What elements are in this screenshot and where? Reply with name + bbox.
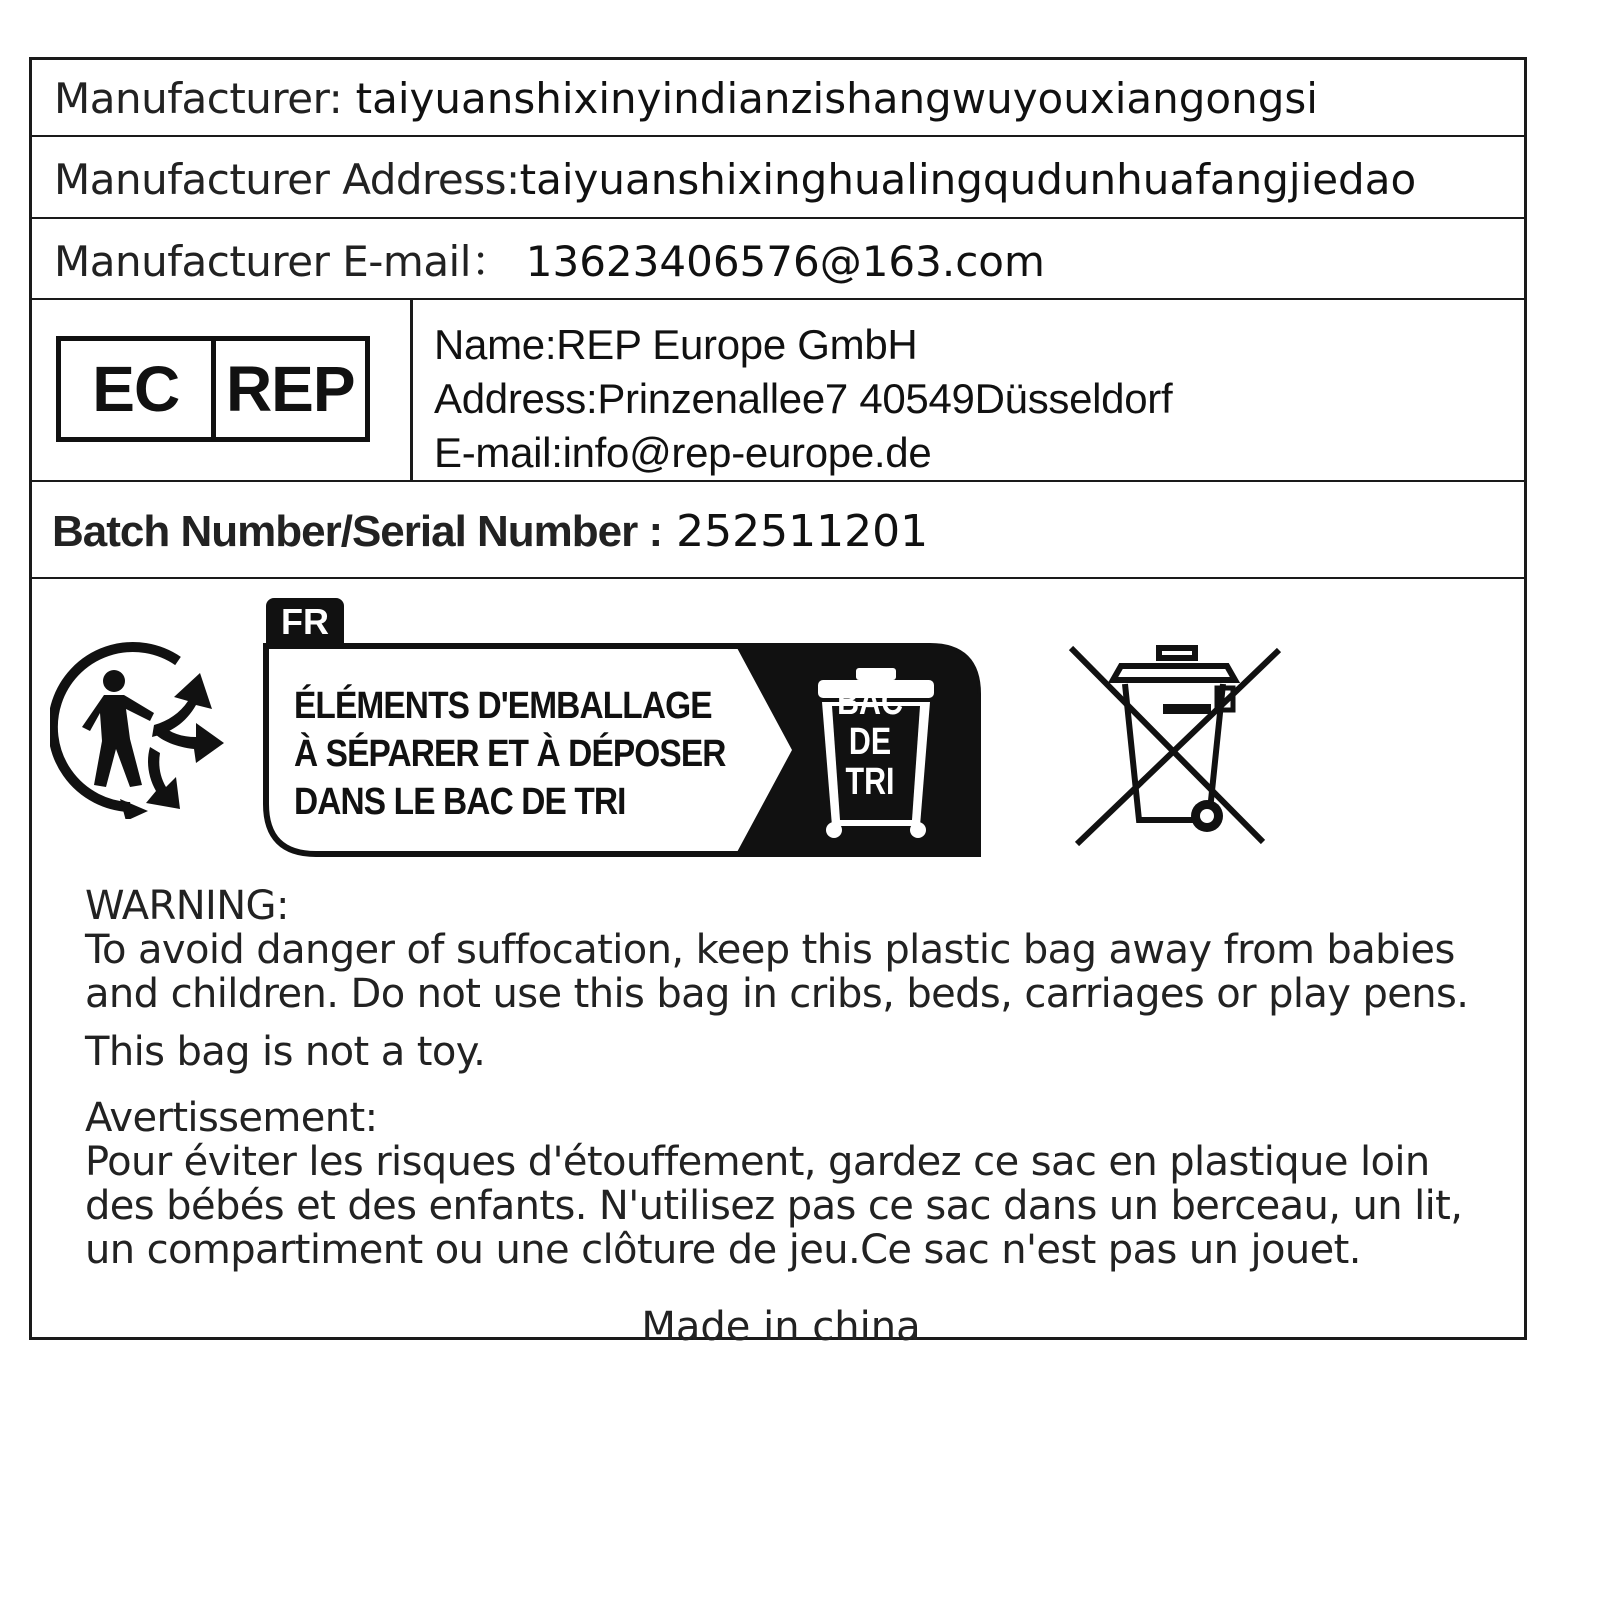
manufacturer-email-row xyxy=(32,219,1524,300)
avertissement-line: Pour éviter les risques d'étouffement, gardez ce sac en plastique loin xyxy=(85,1139,1430,1185)
info-tri-sorting-label xyxy=(252,594,982,864)
ec-rep-name: Name:REP Europe GmbH xyxy=(434,321,918,368)
warning-line: To avoid danger of suffocation, keep this plastic bag away from babies xyxy=(85,927,1455,973)
manufacturer-address-value: taiyuanshixinghualingqudunhuafangjiedao xyxy=(519,155,1417,204)
manufacturer-email-value: 13623406576@163.com xyxy=(525,237,1045,286)
info-tri-text: ÉLÉMENTS D'EMBALLAGE À SÉPARER ET À DÉPOSER DANS LE BAC DE TRI xyxy=(294,685,726,823)
bin-label: BAC DE TRI xyxy=(837,681,903,803)
avertissement-heading: Avertissement: xyxy=(85,1095,378,1141)
avertissement-line: des bébés et des enfants. N'utilisez pas ce sac dans un berceau, un lit, xyxy=(85,1183,1463,1229)
triman-recycling-icon xyxy=(50,639,230,819)
manufacturer-label: Manufacturer: xyxy=(54,74,343,123)
column-divider xyxy=(410,300,413,480)
manufacturer-row xyxy=(32,60,1524,137)
ec-rep-icon xyxy=(56,336,370,442)
batch-row xyxy=(32,482,1524,579)
manufacturer-value: taiyuanshixinyindianzishangwuyouxiangongsi xyxy=(355,74,1318,123)
ec-rep-row xyxy=(32,300,1524,482)
ec-symbol: EC xyxy=(92,353,180,425)
warning-heading: WARNING: xyxy=(85,883,289,929)
crossed-out-wheelie-bin-icon xyxy=(1067,644,1287,854)
avertissement-line: un compartiment ou une clôture de jeu.Ce sac n'est pas un jouet. xyxy=(85,1227,1361,1273)
manufacturer-address-row xyxy=(32,137,1524,219)
warnings-block xyxy=(85,884,1468,1272)
manufacturer-address-label: Manufacturer Address: xyxy=(54,155,520,204)
ec-rep-details xyxy=(434,318,1172,480)
country-tag: FR xyxy=(266,598,344,646)
rep-symbol: REP xyxy=(211,341,366,437)
product-label xyxy=(29,57,1527,1350)
batch-value: 252511201 xyxy=(676,506,929,557)
manufacturer-email-label: Manufacturer E-mail： xyxy=(54,237,513,286)
country-of-origin: Made in china xyxy=(641,1304,921,1350)
batch-label: Batch Number/Serial Number : xyxy=(52,507,663,556)
ec-rep-email: E-mail:info@rep-europe.de xyxy=(434,429,932,476)
symbols-row xyxy=(32,579,1524,879)
warning-line: This bag is not a toy. xyxy=(85,1029,486,1075)
warning-line: and children. Do not use this bag in cribs, beds, carriages or play pens. xyxy=(85,971,1469,1017)
ec-rep-address: Address:Prinzenallee7 40549Düsseldorf xyxy=(434,375,1173,422)
